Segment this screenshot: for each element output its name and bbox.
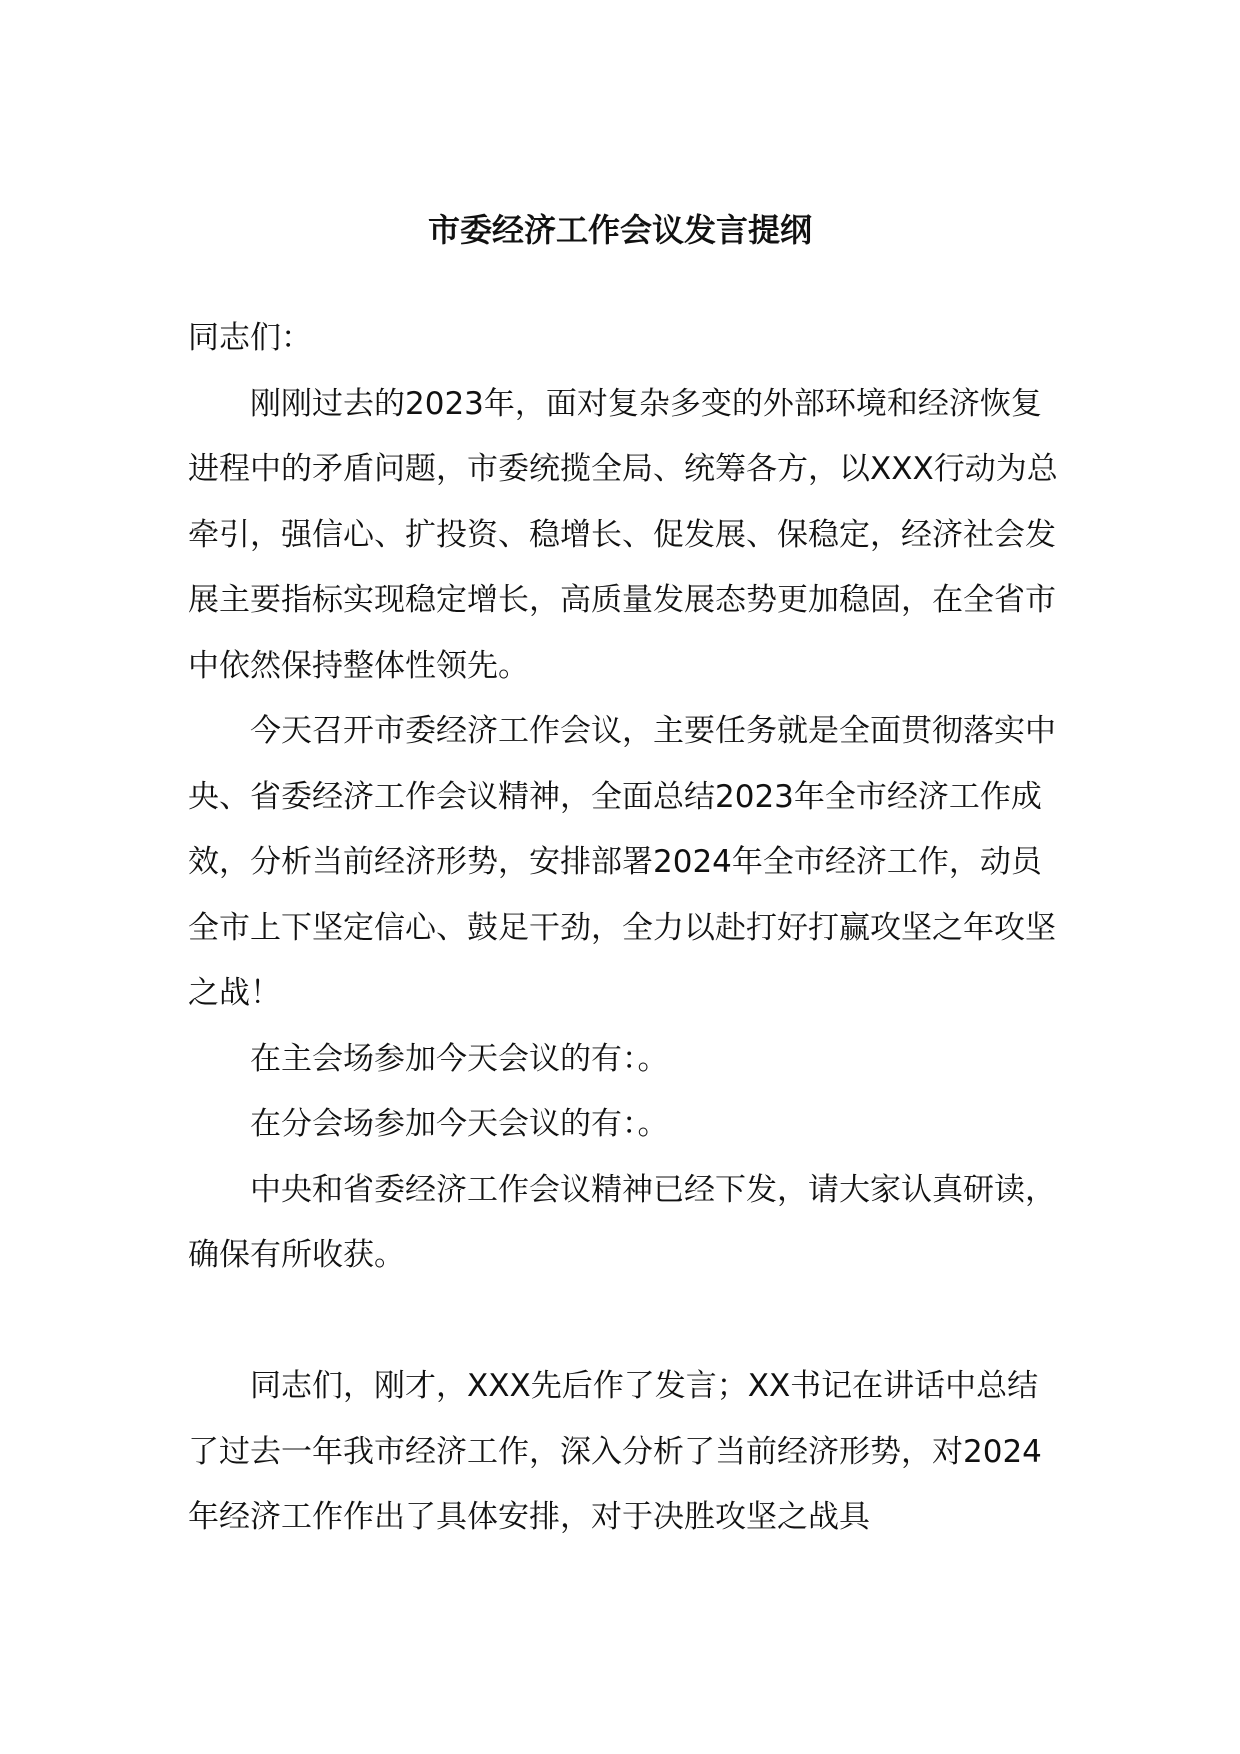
greeting: 同志们：	[188, 320, 312, 356]
document-title: 市委经济工作会议发言提纲	[427, 211, 812, 249]
document-body	[188, 306, 1058, 1551]
paragraph-2: 今天召开市委经济工作会议，主要任务就是全面贯彻落实中央、省委经济工作会议精神，全面总结2023年全市经济工作成效，分析当前经济形势，安排部署2024年全市经济工作，动员全市上下坚定信心、鼓足干劲，全力以赴打好打赢攻坚之年攻坚之战！	[188, 713, 1056, 1011]
paragraph-spacer	[188, 1289, 1058, 1355]
paragraph-1: 刚刚过去的2023年，面对复杂多变的外部环境和经济恢复进程中的矛盾问题，市委统揽全局、统筹各方，以XXX行动为总牵引，强信心、扩投资、稳增长、促发展、保稳定，经济社会发展主要指标实现稳定增长，高质量发展态势更加稳固，在全省市中依然保持整体性领先。	[188, 385, 1058, 684]
paragraph-4: 在分会场参加今天会议的有：。	[250, 1106, 669, 1142]
paragraph-5: 中央和省委经济工作会议精神已经下发，请大家认真研读，确保有所收获。	[188, 1171, 1056, 1273]
paragraph-6: 同志们，刚才，XXX先后作了发言；XX书记在讲话中总结了过去一年我市经济工作，深入分析了当前经济形势，对2024年经济工作作出了具体安排，对于决胜攻坚之战具	[188, 1368, 1042, 1535]
paragraph-3: 在主会场参加今天会议的有：。	[250, 1040, 669, 1077]
